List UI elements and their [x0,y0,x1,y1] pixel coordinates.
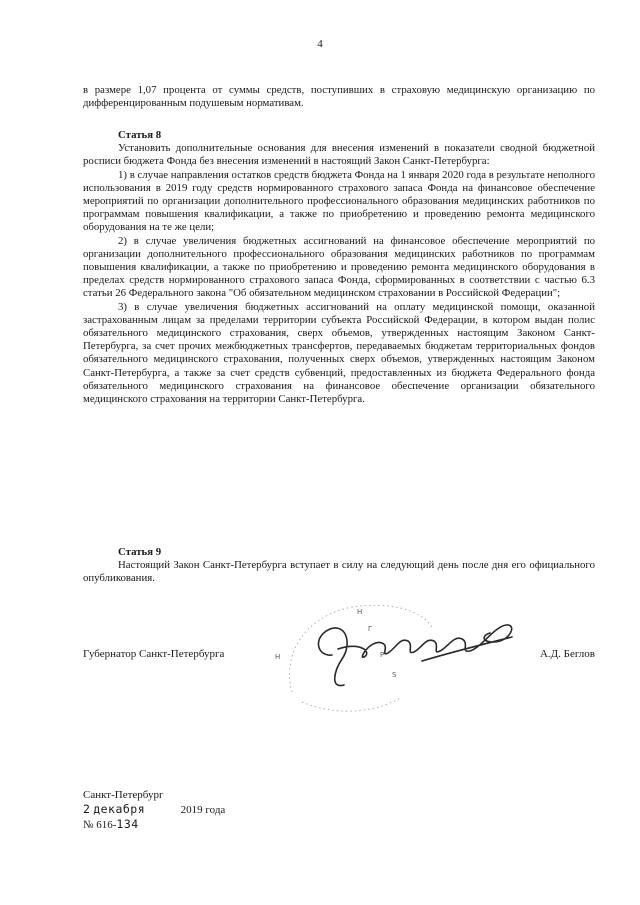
city: Санкт-Петербург [83,789,164,801]
law-number [83,817,225,832]
article-9-text: Настоящий Закон Санкт-Петербурга вступает в силу на следующий день после дня его официального опубликования. [83,559,595,585]
date-month: декабря [93,802,146,816]
svg-text:Г: Г [368,625,373,633]
governor-title: Губернатор Санкт-Петербурга [83,648,225,660]
article-8-item-3: 3) в случае увеличения бюджетных ассигнований на оплату медицинской помощи, оказанной застрахованным лицам за пределами территории субъекта Российской Федерации, в котором выдан полис обязательного медицинского страхования, сверх объемов, утвержденных настоящим Законом Санкт-Петербурга, за счет прочих межбюджетных трансфертов, передаваемых бюджетам территориальных фондов обязательного медицинского страхования, полученных сверх объемов, утвержденных настоящим Законом Санкт-Петербурга, а также за счет средств субвенций, предоставленных из бюджета Федерального фонда обязательного медицинского страхования на финансовое обеспечение организации обязательного медицинского страхования на территории Санкт-Петербурга. [83,300,595,406]
svg-text:Р: Р [380,651,385,659]
law-number-prefix: № 616- [83,819,117,831]
signature-row [83,648,595,678]
article-8-lead: Установить дополнительные основания для внесения изменений в показатели сводной бюджетной росписи бюджета Фонда без внесения изменений в настоящий Закон Санкт-Петербурга: [83,142,595,168]
svg-text:Н: Н [357,608,363,616]
svg-text:Н: Н [275,653,281,661]
date-day: 2 [83,802,91,816]
article-8 [83,129,595,406]
article-8-heading: Статья 8 [118,129,162,141]
page-number: 4 [317,38,323,50]
article-9 [83,546,595,586]
intro-paragraph: в размере 1,07 процента от суммы средств, поступивших в страховую медицинскую организацию по дифференцированным подушевым нормативам. [83,84,595,110]
intro-paragraph-block [83,84,595,110]
place-date-number [83,788,225,832]
article-8-item-2: 2) в случае увеличения бюджетных ассигнований на финансовое обеспечение мероприятий по организации дополнительного профессионального образования медицинских работников по программам повышения квалификации, а также по приобретению и проведению ремонта медицинского оборудования в пределах средств нормированного страхового запаса Фонда, сформированных в соответствии с частью 6.3 статьи 26 Федерального закона "Об обязательном медицинском страховании в Российской Федерации"; [83,234,595,300]
law-number-value: 134 [116,817,139,831]
article-8-item-1: 1) в случае направления остатков средств бюджета Фонда на 1 января 2020 года в результате неполного использования в 2019 году средств нормированного страхового запаса Фонда на финансовое обеспечение мероприятий по организации дополнительного профессионального образования медицинских работников по программам повышения квалификации, а также по приобретению и проведению ремонта медицинского оборудования на те же цели; [83,168,595,234]
svg-text:S: S [392,671,397,679]
governor-name: А.Д. Беглов [539,648,595,660]
date-line [83,802,225,817]
date-year: 2019 года [180,804,226,816]
article-9-heading: Статья 9 [118,546,162,558]
